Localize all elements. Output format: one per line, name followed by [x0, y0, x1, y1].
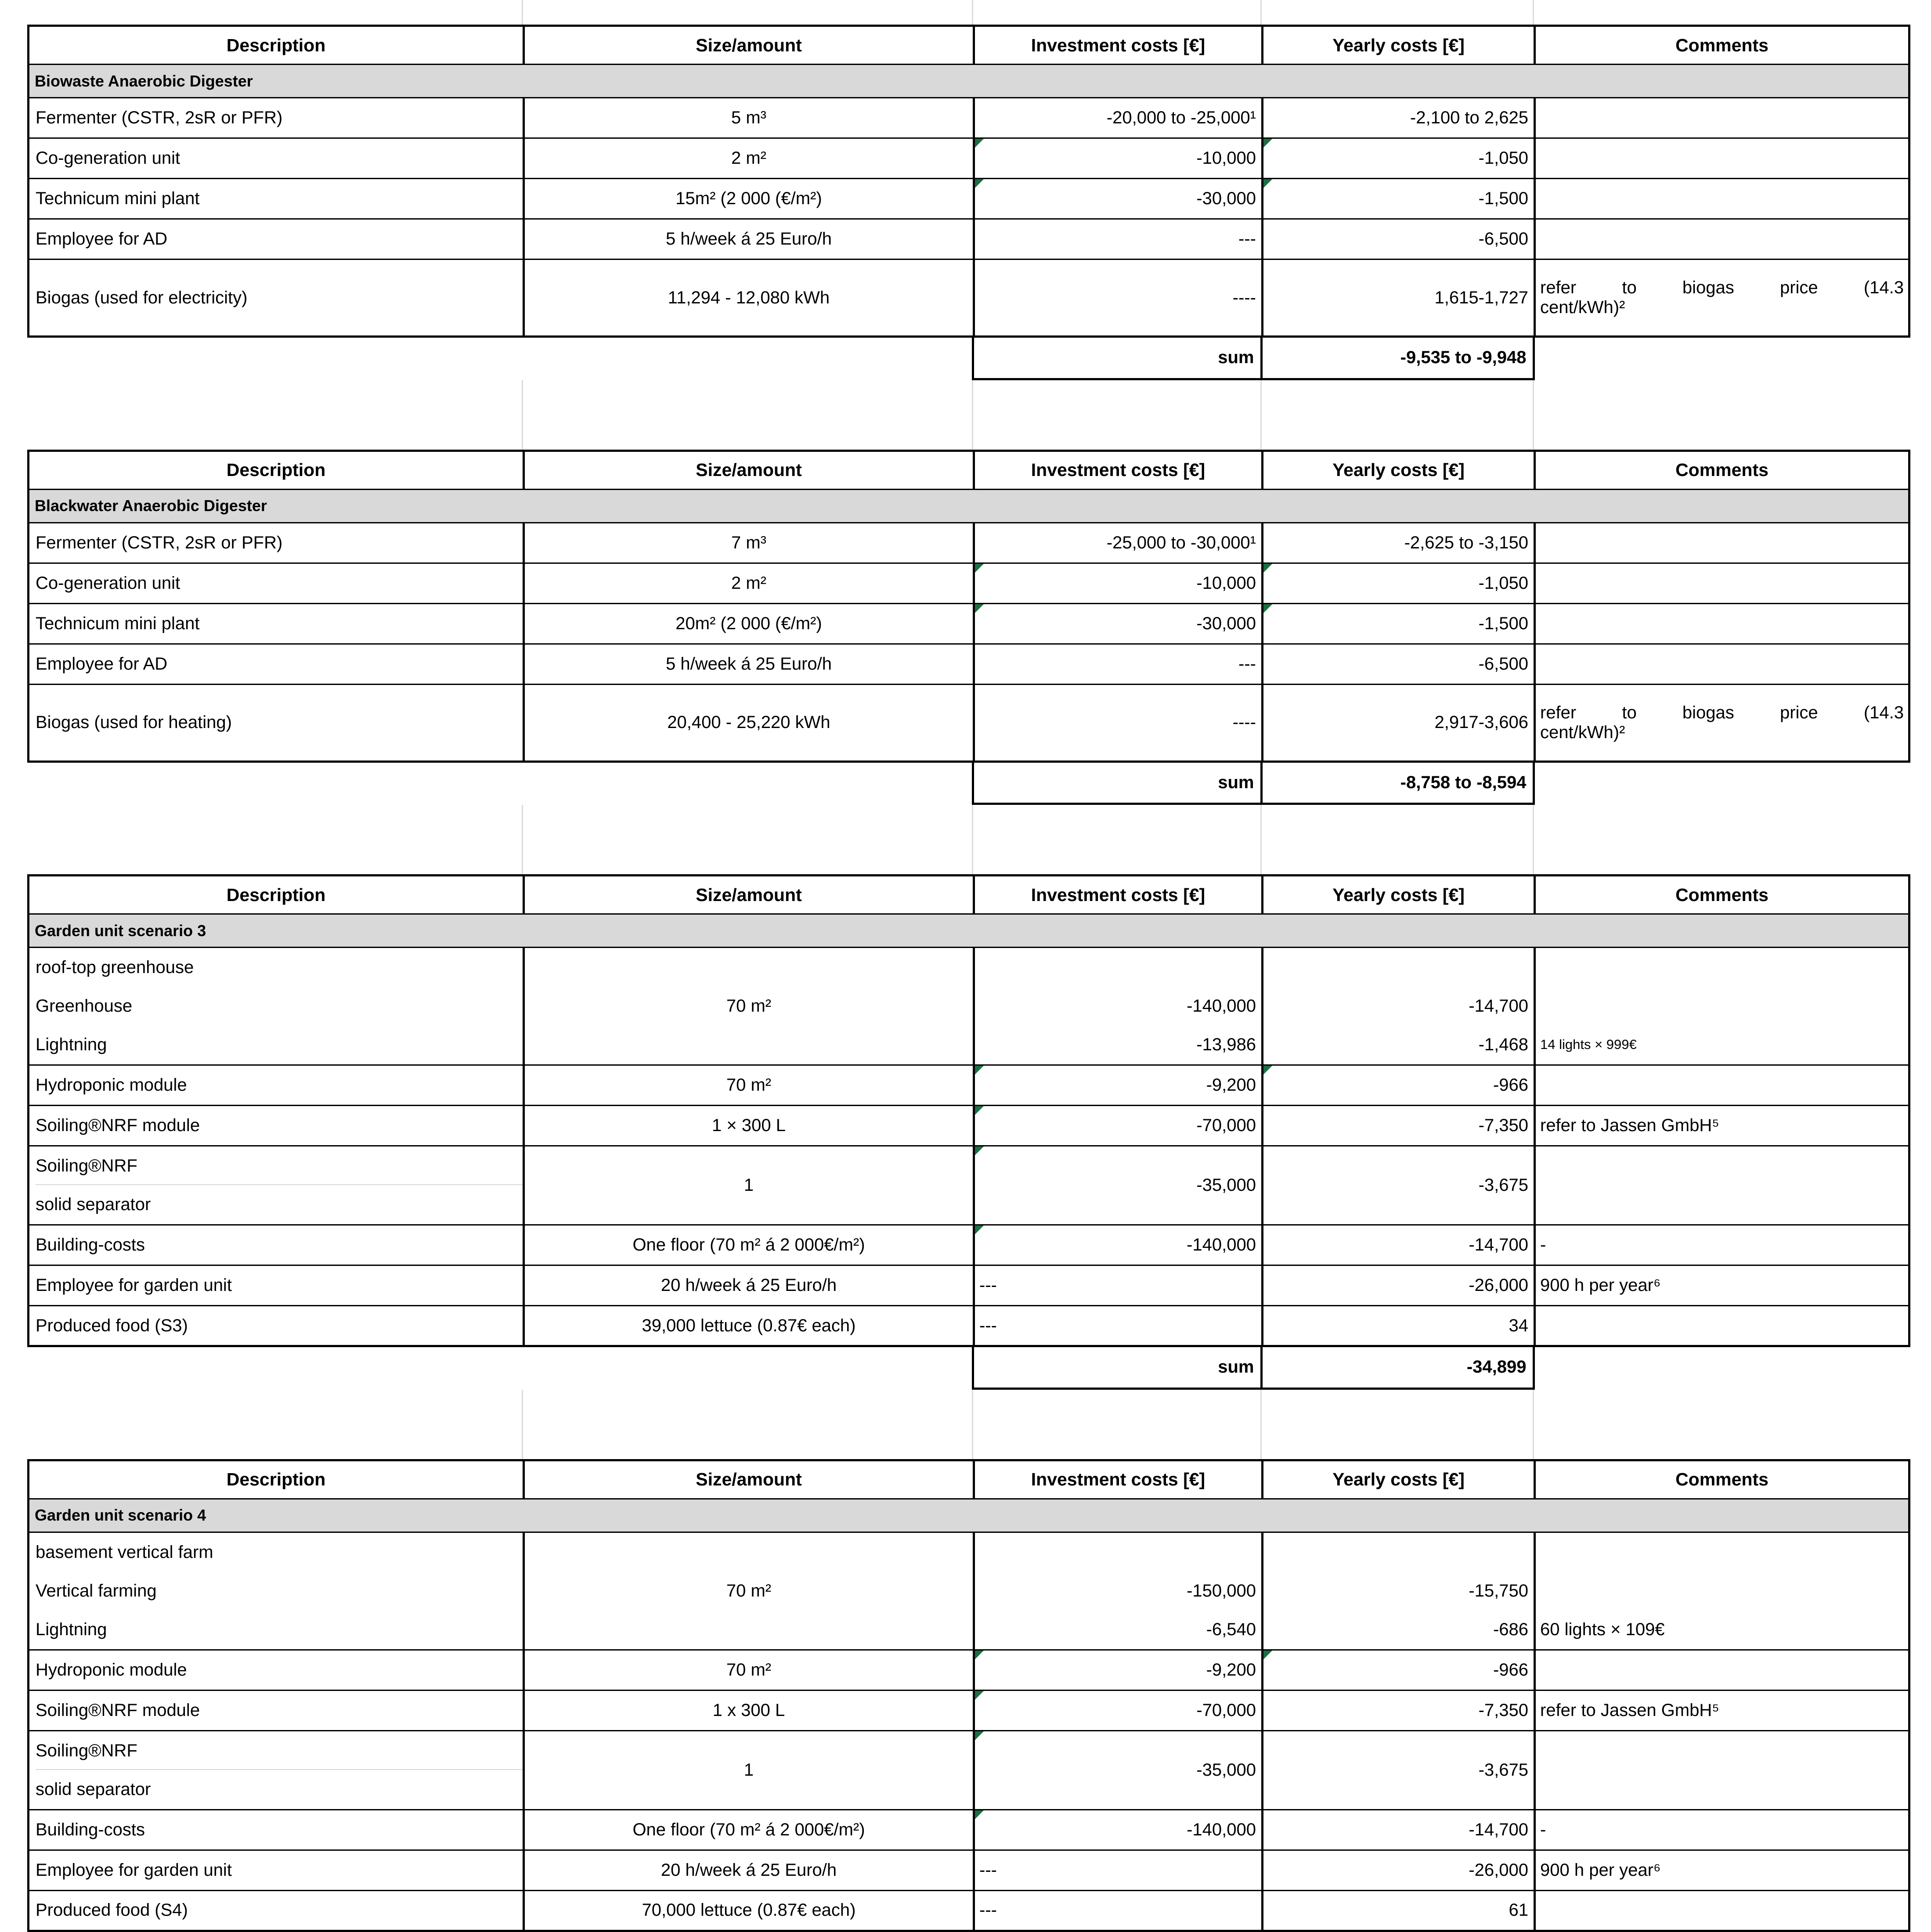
sum-row: [27, 763, 1908, 805]
cell-size[interactable]: 39,000 lettuce (0.87€ each): [524, 1306, 974, 1346]
cell-yearly[interactable]: -6,500: [1263, 219, 1535, 260]
error-indicator-icon: [1263, 564, 1272, 573]
cell-text-line: roof-top greenhouse: [36, 958, 194, 977]
error-indicator-icon: [1263, 179, 1272, 188]
table-row: [29, 179, 1909, 219]
table-row: [29, 644, 1909, 684]
cell-text-line: -140,000: [1187, 996, 1256, 1016]
table-row-biogas: [29, 684, 1909, 761]
cell-comment[interactable]: 900 h per year⁶: [1535, 1265, 1909, 1306]
col-header-description[interactable]: Description: [29, 1460, 524, 1499]
table-row: [29, 1650, 1909, 1690]
gridline: [972, 0, 973, 25]
cell-comment[interactable]: 900 h per year⁶: [1535, 1850, 1909, 1890]
section-row: [29, 489, 1909, 523]
gridline: [1260, 1390, 1262, 1459]
cell-comment[interactable]: [1535, 603, 1909, 644]
cell-text-line: [1540, 1533, 1904, 1572]
table-row: [29, 1306, 1909, 1346]
cell-desc[interactable]: Co-generation unit: [29, 138, 524, 179]
cell-desc[interactable]: Technicum mini plant: [29, 179, 524, 219]
cell-comment[interactable]: refer to Jassen GmbH⁵: [1535, 1690, 1909, 1730]
cell-invest[interactable]: [974, 1650, 1263, 1690]
cell-desc[interactable]: [29, 948, 524, 1065]
cell-text-line: [1540, 987, 1904, 1025]
table-row-greenhouse-block: [29, 948, 1909, 1065]
cell-size[interactable]: 70 m²: [524, 1532, 974, 1650]
cell-size[interactable]: 5 m³: [524, 98, 974, 138]
biowaste-grid: [27, 25, 1910, 338]
cell-value: -35,000: [1196, 1175, 1256, 1195]
col-header-description[interactable]: Description: [29, 26, 524, 65]
table-row-vertical-farm-block: [29, 1532, 1909, 1650]
cell-yearly[interactable]: -7,350: [1263, 1690, 1535, 1730]
table-row: [29, 1850, 1909, 1890]
cell-desc[interactable]: Employee for AD: [29, 644, 524, 684]
cell-invest[interactable]: ---: [974, 1850, 1263, 1890]
cell-text-line: 14 lights × 999€: [1540, 1037, 1637, 1052]
table-row: [29, 1065, 1909, 1106]
cell-desc[interactable]: [29, 1730, 524, 1809]
cell-yearly[interactable]: -14,700: [1263, 1809, 1535, 1850]
cell-size[interactable]: 5 h/week á 25 Euro/h: [524, 219, 974, 260]
col-header-investment[interactable]: Investment costs [€]: [974, 876, 1263, 914]
cell-size[interactable]: 20 h/week á 25 Euro/h: [524, 1265, 974, 1306]
table-row: [29, 1265, 1909, 1306]
cell-yearly[interactable]: -2,625 to -3,150: [1263, 523, 1535, 563]
cell-yearly[interactable]: -26,000: [1263, 1850, 1535, 1890]
error-indicator-icon: [975, 1810, 984, 1819]
cell-comment[interactable]: -: [1535, 1809, 1909, 1850]
col-header-investment[interactable]: Investment costs [€]: [974, 26, 1263, 65]
cell-text-line: -686: [1493, 1619, 1528, 1639]
col-header-size[interactable]: Size/amount: [524, 1460, 974, 1499]
gridline: [522, 0, 523, 25]
error-indicator-icon: [975, 1066, 984, 1074]
cell-yearly[interactable]: -3,675: [1263, 1146, 1535, 1225]
cell-yearly[interactable]: [1263, 1532, 1535, 1650]
cell-comment[interactable]: -: [1535, 1225, 1909, 1265]
cell-size[interactable]: 70 m²: [524, 948, 974, 1065]
cell-text-line: -15,750: [1469, 1581, 1528, 1600]
error-indicator-icon: [975, 1651, 984, 1659]
cell-invest[interactable]: ---: [974, 1265, 1263, 1306]
cell-size[interactable]: 1: [524, 1146, 974, 1225]
cell-comment[interactable]: [1535, 1532, 1909, 1650]
cell-yearly[interactable]: -7,350: [1263, 1106, 1535, 1146]
cell-comment[interactable]: [1535, 1146, 1909, 1225]
header-row: [29, 876, 1909, 914]
cell-size[interactable]: One floor (70 m² á 2 000€/m²): [524, 1225, 974, 1265]
empty-cell[interactable]: [523, 763, 973, 804]
cell-yearly[interactable]: -2,100 to 2,625: [1263, 98, 1535, 138]
sum-value-cell[interactable]: -34,899: [1261, 1347, 1534, 1388]
col-header-comments[interactable]: Comments: [1535, 26, 1909, 65]
comment-line: cent/kWh)²: [1540, 298, 1625, 317]
cell-invest[interactable]: [974, 563, 1263, 603]
cell-value: -1,050: [1478, 573, 1528, 593]
cell-desc[interactable]: Building-costs: [29, 1809, 524, 1850]
empty-cell[interactable]: [1534, 338, 1908, 379]
empty-cell[interactable]: [27, 1347, 523, 1388]
cell-yearly[interactable]: -6,500: [1263, 644, 1535, 684]
cell-comment[interactable]: [1535, 1065, 1909, 1106]
error-indicator-icon: [975, 604, 984, 613]
section-row: [29, 914, 1909, 948]
header-row: [29, 451, 1909, 489]
empty-cell[interactable]: [27, 763, 523, 804]
empty-cell[interactable]: [1534, 1347, 1908, 1388]
cell-comment[interactable]: [1535, 219, 1909, 260]
cell-yearly[interactable]: 1,615-1,727: [1263, 260, 1535, 337]
sheet-gap: [27, 805, 1908, 874]
section-title-garden3[interactable]: Garden unit scenario 3: [29, 914, 1909, 948]
cell-desc[interactable]: Fermenter (CSTR, 2sR or PFR): [29, 98, 524, 138]
cell-value: -30,000: [1196, 189, 1256, 208]
cell-comment[interactable]: [1535, 1890, 1909, 1931]
cell-comment[interactable]: [1535, 644, 1909, 684]
sum-label-cell[interactable]: sum: [973, 763, 1261, 804]
sheet-gap: [27, 380, 1908, 450]
cell-comment[interactable]: [1535, 138, 1909, 179]
table-row-biogas: [29, 260, 1909, 337]
cell-value: -9,200: [1206, 1660, 1256, 1680]
col-header-size[interactable]: Size/amount: [524, 26, 974, 65]
cell-size[interactable]: 2 m²: [524, 563, 974, 603]
cell-text-line: [1263, 1533, 1528, 1572]
cell-text-line: Vertical farming: [36, 1581, 157, 1600]
cell-yearly[interactable]: [1263, 1065, 1535, 1106]
header-row: [29, 26, 1909, 65]
gridline: [972, 805, 973, 874]
cell-desc[interactable]: Produced food (S4): [29, 1890, 524, 1931]
col-header-comments[interactable]: Comments: [1535, 1460, 1909, 1499]
cell-invest[interactable]: ----: [974, 684, 1263, 761]
cell-desc[interactable]: Building-costs: [29, 1225, 524, 1265]
gridline: [522, 1390, 523, 1459]
col-header-description[interactable]: Description: [29, 451, 524, 489]
cell-invest[interactable]: -20,000 to -25,000¹: [974, 98, 1263, 138]
cell-value: -10,000: [1196, 573, 1256, 593]
cell-value: -1,500: [1478, 189, 1528, 208]
error-indicator-icon: [975, 1731, 984, 1740]
cell-size[interactable]: 1: [524, 1730, 974, 1809]
cell-value: -966: [1493, 1075, 1528, 1095]
gridline: [972, 1390, 973, 1459]
garden3-table: [27, 874, 1908, 1390]
cell-value: -1,500: [1478, 613, 1528, 633]
cell-value: -35,000: [1196, 1760, 1256, 1780]
cell-size[interactable]: 70 m²: [524, 1065, 974, 1106]
comment-line: cent/kWh)²: [1540, 722, 1625, 742]
sum-row: [27, 338, 1908, 380]
cell-invest[interactable]: [974, 1690, 1263, 1730]
cell-invest[interactable]: [974, 1225, 1263, 1265]
cell-desc[interactable]: Soiling®NRF module: [29, 1690, 524, 1730]
cell-text-line: [975, 1533, 1256, 1572]
cell-comment[interactable]: [1535, 1650, 1909, 1690]
cell-value: -140,000: [1187, 1235, 1256, 1254]
cell-comment[interactable]: [1535, 260, 1909, 337]
cell-size[interactable]: One floor (70 m² á 2 000€/m²): [524, 1809, 974, 1850]
sheet-gap-top: [27, 0, 1908, 25]
error-indicator-icon: [975, 1106, 984, 1115]
cell-text-line: -150,000: [1187, 1581, 1256, 1600]
col-header-size[interactable]: Size/amount: [524, 451, 974, 489]
cell-invest[interactable]: ----: [974, 260, 1263, 337]
col-header-comments[interactable]: Comments: [1535, 451, 1909, 489]
blackwater-grid: [27, 450, 1910, 763]
table-row: [29, 523, 1909, 563]
empty-cell[interactable]: [523, 338, 973, 379]
cell-yearly[interactable]: -26,000: [1263, 1265, 1535, 1306]
cell-invest[interactable]: ---: [974, 1890, 1263, 1931]
cell-yearly[interactable]: 61: [1263, 1890, 1535, 1931]
cell-text-line: -1,468: [1478, 1035, 1528, 1054]
cell-yearly[interactable]: 34: [1263, 1306, 1535, 1346]
error-indicator-icon: [1263, 1066, 1272, 1074]
cell-size[interactable]: 1 × 300 L: [524, 1106, 974, 1146]
cell-yearly[interactable]: 2,917-3,606: [1263, 684, 1535, 761]
section-row: [29, 65, 1909, 98]
blackwater-table: [27, 450, 1908, 805]
gridline: [1533, 805, 1534, 874]
cell-text-line: basement vertical farm: [36, 1542, 213, 1562]
cell-invest[interactable]: [974, 1065, 1263, 1106]
cell-yearly[interactable]: [1263, 563, 1535, 603]
cell-comment[interactable]: [1535, 948, 1909, 1065]
cell-invest[interactable]: [974, 179, 1263, 219]
cell-yearly[interactable]: [1263, 948, 1535, 1065]
col-header-yearly[interactable]: Yearly costs [€]: [1263, 876, 1535, 914]
cell-comment[interactable]: [1535, 1730, 1909, 1809]
sum-row: [27, 1347, 1908, 1390]
error-indicator-icon: [975, 179, 984, 188]
cell-desc[interactable]: [29, 1532, 524, 1650]
gridline: [1533, 380, 1534, 450]
cell-value: -30,000: [1196, 613, 1256, 633]
cell-comment[interactable]: [1535, 98, 1909, 138]
cell-text-line: 60 lights × 109€: [1540, 1619, 1665, 1639]
cell-comment[interactable]: [1535, 1306, 1909, 1346]
table-row: [29, 563, 1909, 603]
table-row-soiling-block: [29, 1730, 1909, 1809]
gridline: [1533, 0, 1534, 25]
table-row: [29, 1106, 1909, 1146]
cell-value: -1,050: [1478, 148, 1528, 168]
gridline: [1533, 1390, 1534, 1459]
cell-text-line: Lightning: [36, 1619, 107, 1639]
empty-cell[interactable]: [523, 1347, 973, 1388]
cell-desc[interactable]: Fermenter (CSTR, 2sR or PFR): [29, 523, 524, 563]
cell-desc[interactable]: Hydroponic module: [29, 1650, 524, 1690]
cell-desc[interactable]: Biogas (used for heating): [29, 684, 524, 761]
cell-value: -10,000: [1196, 148, 1256, 168]
cell-invest[interactable]: ---: [974, 644, 1263, 684]
cell-size[interactable]: 20m² (2 000 (€/m²): [524, 603, 974, 644]
cell-desc[interactable]: Biogas (used for electricity): [29, 260, 524, 337]
cell-size[interactable]: 2 m²: [524, 138, 974, 179]
cell-desc[interactable]: Employee for garden unit: [29, 1850, 524, 1890]
cell-invest[interactable]: [974, 1809, 1263, 1850]
sum-label-cell[interactable]: sum: [973, 338, 1261, 379]
cell-invest[interactable]: [974, 138, 1263, 179]
table-row: [29, 1225, 1909, 1265]
cell-size[interactable]: 1 x 300 L: [524, 1690, 974, 1730]
cell-desc[interactable]: Employee for garden unit: [29, 1265, 524, 1306]
cell-invest[interactable]: [974, 1106, 1263, 1146]
cell-text-line: solid separator: [36, 1195, 151, 1214]
section-row: [29, 1499, 1909, 1532]
cell-yearly[interactable]: [1263, 179, 1535, 219]
cell-size[interactable]: 7 m³: [524, 523, 974, 563]
cell-invest[interactable]: [974, 1730, 1263, 1809]
cell-size[interactable]: 20,400 - 25,220 kWh: [524, 684, 974, 761]
table-row: [29, 1809, 1909, 1850]
col-header-investment[interactable]: Investment costs [€]: [974, 451, 1263, 489]
empty-cell[interactable]: [1534, 763, 1908, 804]
cell-text-line: [1263, 948, 1528, 987]
error-indicator-icon: [975, 1226, 984, 1234]
cell-text-line: [1540, 1572, 1904, 1610]
garden4-table: [27, 1459, 1908, 1932]
cell-comment[interactable]: [1535, 523, 1909, 563]
cell-size[interactable]: 5 h/week á 25 Euro/h: [524, 644, 974, 684]
cell-size[interactable]: 15m² (2 000 (€/m²): [524, 179, 974, 219]
col-header-size[interactable]: Size/amount: [524, 876, 974, 914]
table-row: [29, 1890, 1909, 1931]
cell-yearly[interactable]: [1263, 1650, 1535, 1690]
gridline: [522, 380, 523, 450]
cell-text-line: solid separator: [36, 1779, 151, 1799]
cell-value: -70,000: [1196, 1700, 1256, 1720]
cell-size[interactable]: 70,000 lettuce (0.87€ each): [524, 1890, 974, 1931]
cell-text-line: Lightning: [36, 1035, 107, 1054]
error-indicator-icon: [1263, 604, 1272, 613]
gridline: [1260, 0, 1262, 25]
col-header-yearly[interactable]: Yearly costs [€]: [1263, 26, 1535, 65]
cell-yearly[interactable]: -14,700: [1263, 1225, 1535, 1265]
cell-comment[interactable]: refer to Jassen GmbH⁵: [1535, 1106, 1909, 1146]
cell-size[interactable]: 20 h/week á 25 Euro/h: [524, 1850, 974, 1890]
error-indicator-icon: [975, 1691, 984, 1700]
cell-text-line: -6,540: [1206, 1619, 1256, 1639]
table-row: [29, 1690, 1909, 1730]
sum-label-cell[interactable]: sum: [973, 1347, 1261, 1388]
garden4-grid: [27, 1459, 1910, 1932]
cell-yearly[interactable]: [1263, 603, 1535, 644]
empty-cell[interactable]: [27, 338, 523, 379]
cell-size[interactable]: 11,294 - 12,080 kWh: [524, 260, 974, 337]
header-row: [29, 1460, 1909, 1499]
cell-value: -70,000: [1196, 1116, 1256, 1135]
cell-text-line: -13,986: [1196, 1035, 1256, 1054]
cell-invest[interactable]: ---: [974, 219, 1263, 260]
col-header-yearly[interactable]: Yearly costs [€]: [1263, 451, 1535, 489]
table-row: [29, 603, 1909, 644]
cell-invest[interactable]: ---: [974, 1306, 1263, 1346]
cell-comment[interactable]: [1535, 179, 1909, 219]
section-title-blackwater[interactable]: Blackwater Anaerobic Digester: [29, 489, 1909, 523]
cell-invest[interactable]: [974, 1532, 1263, 1650]
col-header-investment[interactable]: Investment costs [€]: [974, 1460, 1263, 1499]
gridline: [1260, 380, 1262, 450]
error-indicator-icon: [975, 139, 984, 148]
cell-desc[interactable]: [29, 1146, 524, 1225]
error-indicator-icon: [1263, 139, 1272, 148]
col-header-yearly[interactable]: Yearly costs [€]: [1263, 1460, 1535, 1499]
cell-text-line: [975, 948, 1256, 987]
cell-yearly[interactable]: [1263, 138, 1535, 179]
gridline: [1260, 805, 1262, 874]
cell-text-line: Greenhouse: [36, 996, 133, 1016]
error-indicator-icon: [1263, 1651, 1272, 1659]
cell-desc[interactable]: Hydroponic module: [29, 1065, 524, 1106]
col-header-description[interactable]: Description: [29, 876, 524, 914]
cell-desc[interactable]: Soiling®NRF module: [29, 1106, 524, 1146]
cell-invest[interactable]: [974, 603, 1263, 644]
comment-line: refer to biogas price (14.3: [1540, 703, 1904, 722]
cell-size[interactable]: 70 m²: [524, 1650, 974, 1690]
cell-desc[interactable]: Technicum mini plant: [29, 603, 524, 644]
sum-value-cell[interactable]: -9,535 to -9,948: [1261, 338, 1534, 379]
table-row-soiling-block: [29, 1146, 1909, 1225]
gridline: [972, 380, 973, 450]
cell-desc[interactable]: Produced food (S3): [29, 1306, 524, 1346]
section-title-garden4[interactable]: Garden unit scenario 4: [29, 1499, 1909, 1532]
cell-desc[interactable]: Employee for AD: [29, 219, 524, 260]
table-row: [29, 98, 1909, 138]
cell-text-line: -14,700: [1469, 996, 1528, 1016]
cell-yearly[interactable]: -3,675: [1263, 1730, 1535, 1809]
cell-invest[interactable]: [974, 948, 1263, 1065]
cell-value: -9,200: [1206, 1075, 1256, 1095]
col-header-comments[interactable]: Comments: [1535, 876, 1909, 914]
cell-text-line: Soiling®NRF: [36, 1731, 523, 1770]
biowaste-table: [27, 25, 1908, 380]
cell-text-line: Soiling®NRF: [36, 1146, 523, 1185]
comment-line: refer to biogas price (14.3: [1540, 278, 1904, 297]
cell-text-line: [1540, 948, 1904, 987]
error-indicator-icon: [975, 564, 984, 573]
error-indicator-icon: [975, 1146, 984, 1155]
gridline: [522, 805, 523, 874]
table-row: [29, 138, 1909, 179]
cell-value: -966: [1493, 1660, 1528, 1680]
garden3-grid: [27, 874, 1910, 1347]
cell-comment[interactable]: [1535, 684, 1909, 761]
table-row: [29, 219, 1909, 260]
cell-invest[interactable]: -25,000 to -30,000¹: [974, 523, 1263, 563]
sum-value-cell[interactable]: -8,758 to -8,594: [1261, 763, 1534, 804]
cell-comment[interactable]: [1535, 563, 1909, 603]
cell-invest[interactable]: [974, 1146, 1263, 1225]
cell-value: -140,000: [1187, 1820, 1256, 1839]
sheet-gap: [27, 1390, 1908, 1459]
section-title-biowaste[interactable]: Biowaste Anaerobic Digester: [29, 65, 1909, 98]
cell-desc[interactable]: Co-generation unit: [29, 563, 524, 603]
